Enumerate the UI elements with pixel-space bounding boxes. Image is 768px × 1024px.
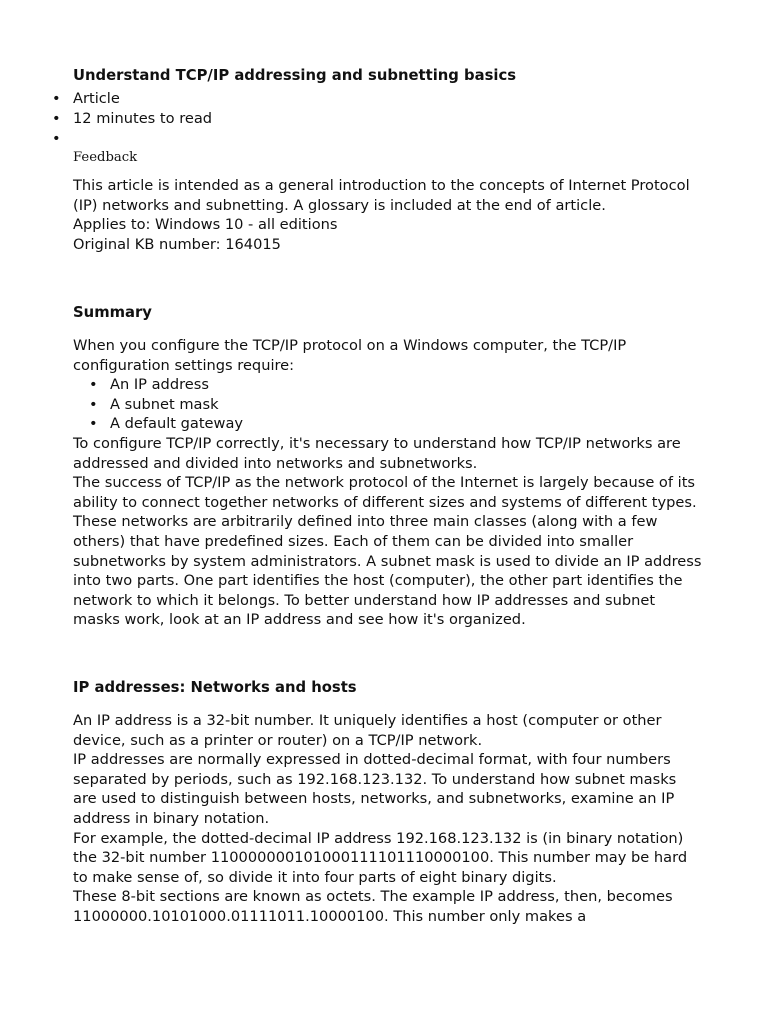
summary-paragraph-2: The success of TCP/IP as the network protocol of the Internet is largely because of its ability to connect together networks of different sizes and systems of different types. These networks are arbitrarily defined into three main classes (along with a few others) that have predefined sizes. Each of them can be divided into smaller subnetworks by system administrators. A subnet mask is used to divide an IP address into two parts. One part identifies the host (computer), the other part identifies the network to which it belongs. To better understand how IP addresses and subnet masks work, look at an IP address and see how it's organized. xyxy=(73,474,702,629)
bullet-icon: • xyxy=(89,415,98,433)
requirement-ip-address: An IP address xyxy=(110,376,209,394)
intro-section xyxy=(73,176,703,254)
intro-paragraph: This article is intended as a general introduction to the concepts of Internet Protocol (IP) networks and subnetting. A glossary is included at the end of article. xyxy=(73,177,690,214)
ip-paragraph-1: An IP address is a 32-bit number. It uniquely identifies a host (computer or other device, such as a printer or router) on a TCP/IP network. xyxy=(73,712,662,749)
feedback-link[interactable]: Feedback xyxy=(73,150,138,165)
summary-heading: Summary xyxy=(73,304,152,321)
article-meta-list xyxy=(0,89,212,149)
ip-paragraph-3: For example, the dotted-decimal IP address 192.168.123.132 is (in binary notation) the 32-bit number 110000000101000111101110000100. This number may be hard to make sense of, so divide it into four parts of eight binary digits. xyxy=(73,829,688,886)
bullet-icon: • xyxy=(52,130,61,147)
ip-paragraph-4: These 8-bit sections are known as octets. The example IP address, then, becomes 11000000.10101000.01111011.10000100. This number only makes a xyxy=(73,888,673,925)
ip-addresses-heading: IP addresses: Networks and hosts xyxy=(73,679,357,696)
kb-number-line: Original KB number: 164015 xyxy=(73,235,281,253)
summary-lead: When you configure the TCP/IP protocol on a Windows computer, the TCP/IP configuration settings require: xyxy=(73,337,627,374)
applies-to-line: Applies to: Windows 10 - all editions xyxy=(73,216,338,234)
bullet-icon: • xyxy=(89,376,98,394)
meta-item-empty xyxy=(0,129,212,149)
list-item xyxy=(73,414,703,434)
ip-paragraph-2: IP addresses are normally expressed in dotted-decimal format, with four numbers separated by periods, such as 192.168.123.132. To understand how subnet masks are used to distinguish between hosts, networks, and subnetworks, examine an IP address in binary notation. xyxy=(73,751,677,827)
bullet-icon: • xyxy=(89,395,98,413)
meta-item-read-time xyxy=(0,109,212,129)
summary-section xyxy=(73,336,703,630)
requirement-default-gateway: A default gateway xyxy=(110,415,244,433)
ip-addresses-section xyxy=(73,711,703,927)
bullet-icon: • xyxy=(52,110,61,127)
read-time-label: 12 minutes to read xyxy=(73,110,213,127)
article-type-label: Article xyxy=(73,90,120,107)
bullet-icon: • xyxy=(52,90,61,107)
requirement-subnet-mask: A subnet mask xyxy=(110,395,219,413)
list-item xyxy=(73,375,703,395)
requirements-list xyxy=(73,375,703,434)
meta-item-type xyxy=(0,89,212,109)
article-title: Understand TCP/IP addressing and subnetting basics xyxy=(73,67,517,84)
summary-paragraph-1: To configure TCP/IP correctly, it's necessary to understand how TCP/IP networks are addressed and divided into networks and subnetworks. xyxy=(73,434,681,472)
list-item xyxy=(73,395,703,415)
